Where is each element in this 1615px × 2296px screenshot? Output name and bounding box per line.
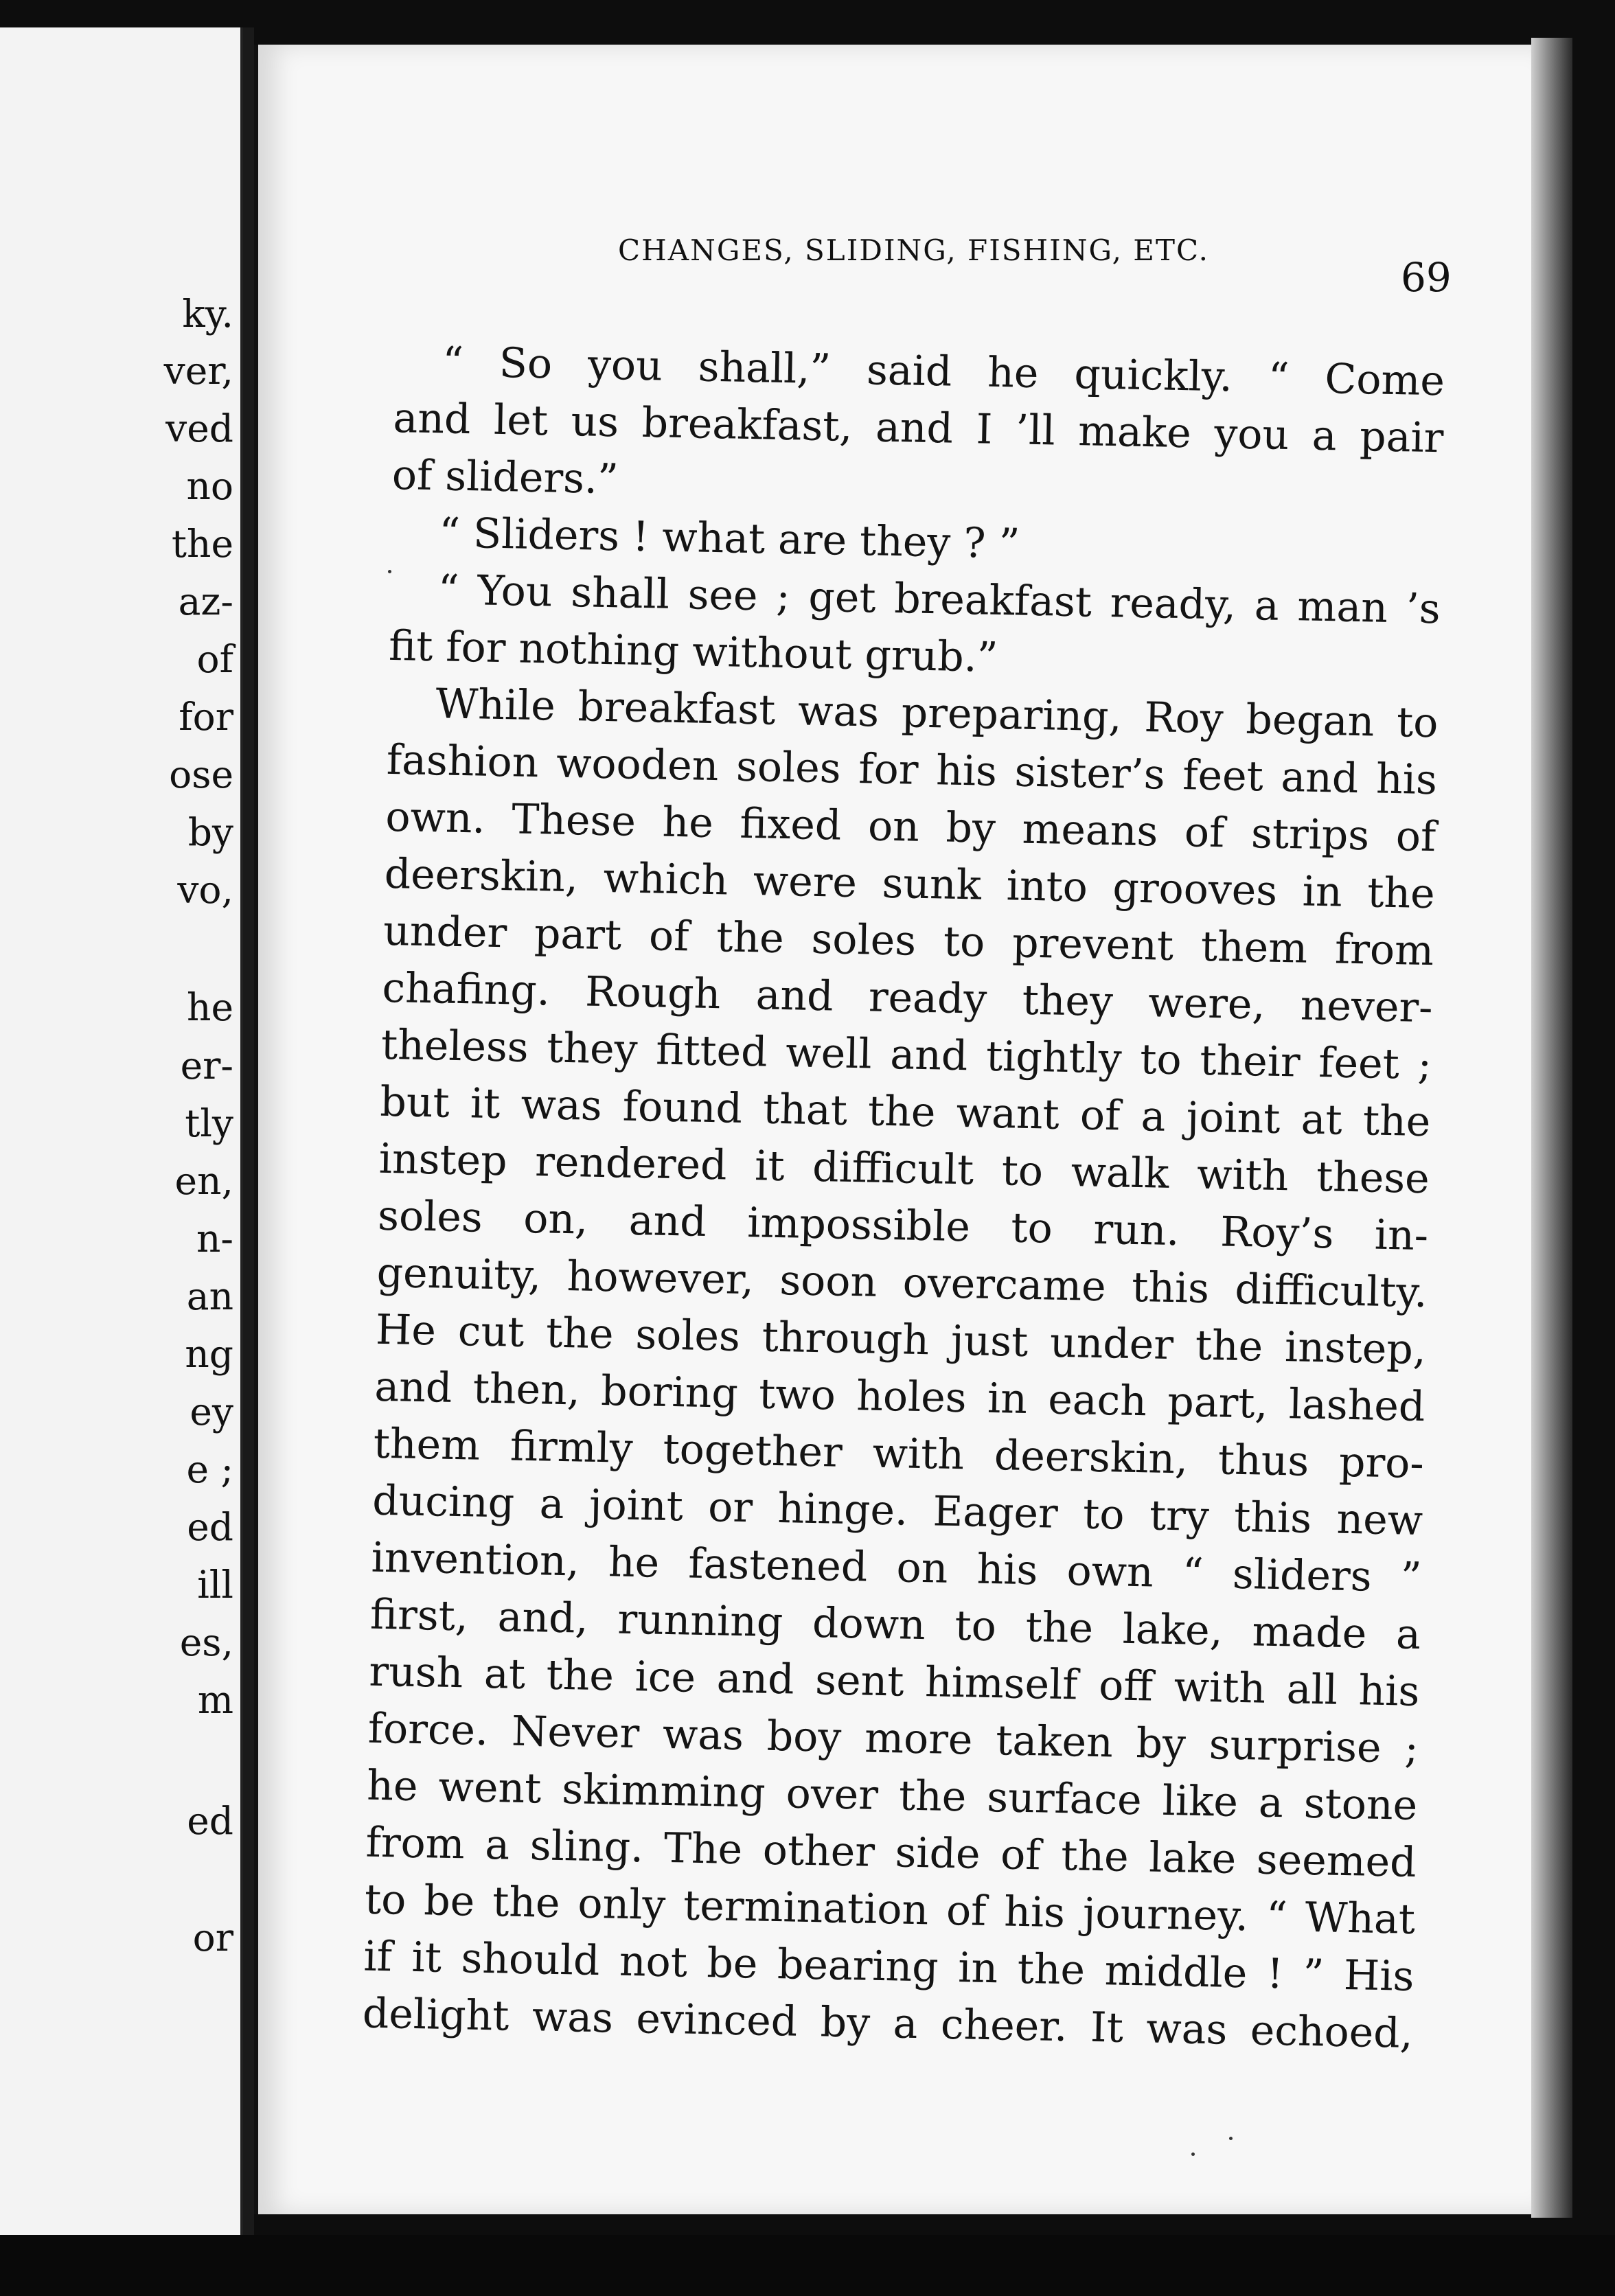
text-line: He cut the soles through just under the instep,: [375, 1305, 1427, 1375]
left-page-fragment: m: [197, 1678, 233, 1722]
left-page-fragment: es,: [179, 1620, 233, 1664]
text-line: instep rendered it difficult to walk with these: [378, 1134, 1430, 1204]
left-page-fragment: vo,: [177, 868, 233, 912]
text-line: under part of the soles to prevent them from: [382, 906, 1434, 976]
left-page-fragment: by: [187, 810, 233, 854]
left-facing-page: [0, 27, 243, 2235]
left-page-fragment: ed: [187, 1505, 233, 1549]
left-page-fragment: an: [186, 1274, 233, 1318]
left-page-fragment: ved: [165, 406, 233, 450]
left-page-fragment: er-: [180, 1044, 233, 1088]
text-line: invention, he fastened on his own “ sliders ”: [371, 1533, 1423, 1603]
text-line: if it should not be bearing in the middle ! ” His: [363, 1932, 1414, 2001]
ink-speck: [1229, 2137, 1233, 2140]
text-line: ducing a joint or hinge. Eager to try this new: [371, 1476, 1423, 1546]
left-page-fragment: n-: [196, 1217, 233, 1261]
left-page-fragment: ng: [185, 1332, 233, 1376]
left-page-fragment: ose: [169, 753, 233, 796]
left-page-fragment: az-: [178, 579, 233, 623]
left-page-fragment: ill: [197, 1563, 233, 1607]
text-line: theless they fitted well and tightly to their feet ;: [380, 1020, 1432, 1090]
text-line: and then, boring two holes in each part, lashed: [374, 1362, 1425, 1432]
ink-speck: [388, 570, 391, 573]
text-line: fashion wooden soles for his sister’s feet and his: [386, 735, 1438, 805]
text-line: to be the only termination of his journey. “ What: [364, 1875, 1416, 1944]
text-line: soles on, and impossible to run. Roy’s in-: [377, 1191, 1429, 1261]
text-line: and let us breakfast, and I ’ll make you a pair: [392, 393, 1445, 463]
left-page-fragment: of: [196, 637, 233, 681]
text-line: from a sling. The other side of the lake seemed: [365, 1818, 1417, 1887]
text-line: “ You shall see ; get breakfast ready, a man ’s: [437, 566, 1441, 634]
left-page-fragment: the: [171, 522, 233, 566]
left-page-fragment: ey: [190, 1390, 233, 1434]
text-line: first, and, running down to the lake, made a: [369, 1590, 1421, 1660]
ink-speck: [1191, 2152, 1195, 2156]
text-line: he went skimming over the surface like a stone: [366, 1761, 1418, 1830]
page-edge: [1531, 38, 1572, 2218]
left-page-fragment: no: [186, 464, 233, 508]
text-line: but it was found that the want of a joint at the: [379, 1077, 1431, 1147]
text-line: delight was evinced by a cheer. It was echoed,: [362, 1989, 1414, 2058]
left-page-fragment: he: [187, 985, 233, 1029]
text-line: force. Never was boy more taken by surprise ;: [367, 1704, 1419, 1773]
left-page-fragment: ver,: [163, 349, 233, 393]
book-gutter: [243, 27, 254, 2235]
left-page-fragment: tly: [185, 1101, 233, 1145]
running-head: CHANGES, SLIDING, FISHING, ETC.: [618, 233, 1209, 267]
text-line: rush at the ice and sent himself off with all his: [368, 1647, 1420, 1717]
left-page-fragment: ky.: [182, 292, 233, 336]
text-line: genuity, however, soon overcame this difficulty.: [376, 1248, 1428, 1318]
text-line: “ Sliders ! what are they ? ”: [438, 509, 1020, 569]
left-page-fragment: en,: [174, 1159, 233, 1203]
text-line: deerskin, which were sunk into grooves in the: [384, 849, 1436, 919]
text-line: own. These he fixed on by means of strips of: [385, 792, 1436, 862]
text-line: them firmly together with deerskin, thus pro-: [373, 1419, 1425, 1489]
left-page-fragment: e ;: [186, 1447, 233, 1491]
left-page-fragment: or: [192, 1916, 233, 1960]
page-number: 69: [1401, 254, 1452, 301]
left-page-fragment: for: [179, 695, 233, 739]
text-line: of sliders.”: [391, 450, 619, 504]
scan-background: [0, 2235, 1615, 2296]
text-line: chafing. Rough and ready they were, never-: [382, 963, 1434, 1033]
text-line: “ So you shall,” said he quickly. “ Come: [442, 338, 1445, 406]
text-line: While breakfast was preparing, Roy began to: [435, 680, 1439, 748]
text-line: fit for nothing without grub.”: [388, 621, 999, 682]
left-page-fragment: ed: [187, 1799, 233, 1843]
body-text: [362, 333, 1445, 2063]
